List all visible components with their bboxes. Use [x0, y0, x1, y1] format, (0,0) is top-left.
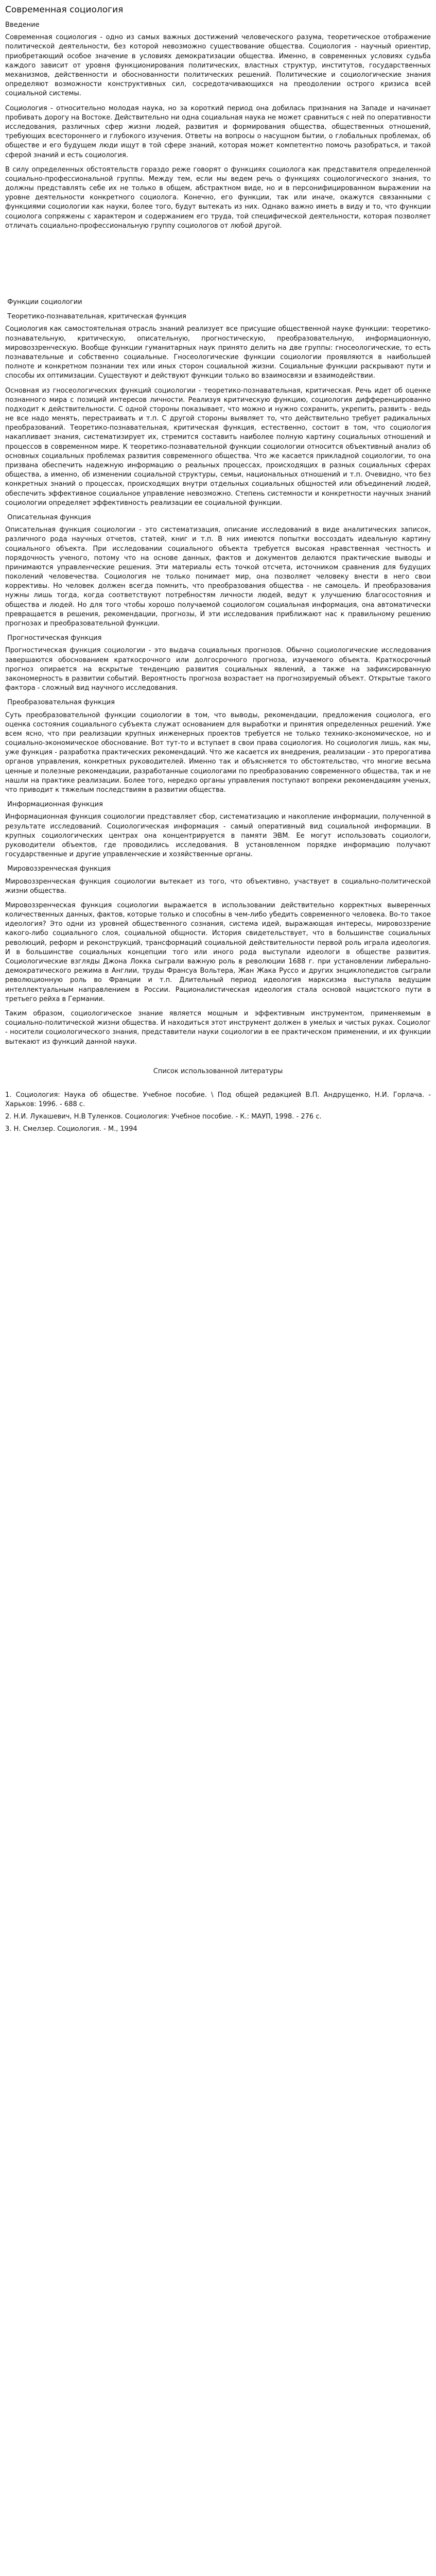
sections-container: [5, 298, 431, 1047]
section-heading: Преобразовательная функция: [5, 699, 115, 707]
section-heading: Функции социологии: [5, 298, 82, 307]
section-heading: Мировоззренческая функция: [5, 865, 111, 873]
references-list: [5, 1091, 431, 1134]
intro-paragraph: Социология - относительно молодая наука, но за короткий период она добилась признания на Западе и начинает пробивать дорогу на Востоке. Действительно ни одна социальная наука не может сравниться с ней по оперативности исследования, различных сфер жизни людей, развития и формирования общества, общественных отношений, требующих всестороннего и глубокого изучения. Ответы на вопросы о насущном бытии, о глобальных проблемах, об обществе и его будущем люди ищут в той сфере знаний, которая может компетентно помочь разобраться, и такой сферой знаний и есть социология.: [5, 104, 431, 159]
reference-item: 1. Социология: Наука об обществе. Учебное пособие. \ Под общей редакцией В.П. Андрущенко, Н.И. Горлача. - Харьков: 1996. - 688 с.: [5, 1091, 431, 1108]
section-paragraph: Основная из гносеологических функций социологии - теоретико-познавательная, критическая. Речь идет об оценке познанного мира с позиций интересов личности. Реализуя критическую функцию, социология дифференцированно подходит к действительности. С одной стороны показывает, что можно и нужно сохранить, укрепить, развить - ведь не все надо менять, перестраивать и т.п. С другой стороны выявляет то, что действительно требует радикальных преобразований. Теоретико-познавательная, критическая функция, естественно, состоит в том, что социология накапливает знания, систематизирует их, стремится составить наиболее полную картину социальных отношений и процессов в современном мире. К теоретико-познавательной функции социологии относится объективный анализ об основных социальных проблемах развития современного общества. Что же касается прикладной социологии, то она призвана обеспечить надежную информацию о реальных процессах, происходящих в разных социальных сферах общества, а именно, об изменении социальной структуры, семьи, национальных отношений и т.п. Очевидно, что без конкретных знаний о процессах, происходящих внутри отдельных социальных общностей или объединений людей, обеспечить эффективное социальное управление невозможно. Степень системности и конкретности научных знаний социологии определяет эффективность реализации ее социальной функции.: [5, 386, 431, 507]
section-paragraph: Мировоззренческая функция социологии выражается в использовании действительно корректных выверенных количественных данных, фактов, которые только и способны в чем-либо убедить современного человека. Во-то такое идеология? Это одни из уровней общественного сознания, система идей, выражающая интересы, мировоззрение какого-либо социального слоя, социальной общности. История свидетельствует, что в большинстве социальных революций, реформ и реконструкций, трансформаций социальной действительности первой роль играла идеология. И в большинстве социальных концепции того или иного рода выступали идеологи в обществе развития. Социологические взгляды Джона Локка сыграли важную роль в революции 1688 г. при установлении либерально-демократического режима в Англии, труды Франсуа Вольтера, Жан Жака Руссо и других энциклопедистов сыграли революционную роль во Франции и т.п. Длительный период идеология марксизма выступала ведущим интеллектуальным направлением в России. Рационалистическая идеология стала основой нацистского пути в третьего рейха в Германии.: [5, 901, 431, 1003]
section-paragraph: Социология как самостоятельная отрасль знаний реализует все присущие общественной науке функции: теоретико-познавательную, критическую, описательную, прогностическую, преобразовательную, информационную, мировоззренческую. Вообще функции гуманитарных наук принято делить на две группы: гносеологические, то есть познавательные и собственно социальные. Гносеологические функции социологии проявляются в наибольшей полноте и конкретном познании тех или иных сторон социальной жизни. Социальные функции раскрывают пути и способы их оптимизации. Существуют и действуют функции только во взаимосвязи и взаимодействии.: [5, 325, 431, 380]
section-paragraph: Мировоззренческая функция социологии вытекает из того, что объективно, участвует в социально-политической жизни общества.: [5, 877, 431, 895]
document-page: [0, 0, 436, 1147]
section-paragraph: Таким образом, социологическое знание является мощным и эффективным инструментом, применяемым в социально-политической жизни общества. И находиться этот инструмент должен в умелых и чистых руках. Социолог - носители социологического знания, представители науки социологии в ее практическом применении, и их функции вытекают из функций данной науки.: [5, 1009, 431, 1046]
intro-heading: Введение: [5, 21, 40, 29]
section-heading: Прогностическая функция: [5, 634, 102, 642]
reference-item: 2. Н.И. Лукашевич, Н.В Туленков. Социология: Учебное пособие. - К.: МАУП, 1998. - 276 с.: [5, 1113, 322, 1121]
section-heading: Информационная функция: [5, 801, 103, 809]
section-heading: Описательная функция: [5, 513, 91, 521]
document-title: Современная социология: [5, 5, 124, 15]
intro-paragraph: Современная социология - одно из самых важных достижений человеческого разума, теоретическое отображение политической деятельности, без которой невозможно существование общества. Социология - научный ориентир, приобретающий особое значение в условиях демократизации общества. Именно, в современных условиях судьба каждого зависит от уровня функционирования политических, властных структур, институтов, государственных механизмов, действенности и обоснованности политических решений. Политические и социологические знания определяют возможности конструктивных сил, сосредотачивающихся на преодолении острого кризиса всей социальной системы.: [5, 33, 431, 98]
section-paragraph: Информационная функция социологии представляет сбор, систематизацию и накопление информации, полученной в результате исследований. Социологическая информация - самый оперативный вид социальной информации. В крупных социологических центрах она концентрируется в памяти ЭВМ. Ее могут использовать социологи, руководители объектов, где проводились исследования. В установленном порядке информацию получают государственные и другие управленческие и хозяйственные органы.: [5, 813, 431, 859]
section-paragraph: Прогностическая функция социологии - это выдача социальных прогнозов. Обычно социологические исследования завершаются обоснованием краткосрочного или долгосрочного прогноза, изучаемого объекта. Краткосрочный прогноз опирается на вскрытые тенденцию развития социальных явлений, а также на зафиксированную закономерность в развитии событий. Вероятность прогноза возрастает на прогнозируемый объект. Открытые такого фактора - сложный вид научного исследования.: [5, 647, 431, 692]
intro-section: [5, 33, 431, 231]
intro-paragraph: В силу определенных обстоятельств гораздо реже говорят о функциях социолога как представителя определенной социально-профессиональной группы. Между тем, если мы ведем речь о функциях социологического знания, то должны представлять себе их не только в общем, абстрактном виде, но и в персонифицированном выражении на уровне деятельности конкретного социолога. Конечно, его функции, так или иначе, окажутся связанными с функциями социологии как науки, более того, будут вытекать из них. Однако важно иметь в виду и то, что функции социолога сопряжены с характером и содержанием его труда, той специфической деятельности, которая позволяет отличать социально-профессиональную группу социологов от любой другой.: [5, 165, 431, 230]
section-heading: Теоретико-познавательная, критическая функция: [5, 313, 186, 321]
section-paragraph: Суть преобразовательной функции социологии в том, что выводы, рекомендации, предложения социолога, его оценка состояния социального субъекта служат основанием для выработки и принятия определенных решений. Уже всем ясно, что при реализации крупных инженерных проектов требуется не только технико-экономическое, но и социально-экономическое обоснование. Вот тут-то и вступает в свои права социология. Но социология лишь, как мы, уже функция - разработка практических рекомендаций. Что же касается их внедрения, реализации - это прерогатива органов управления, конкретных руководителей. Именно так и объясняется то обстоятельство, что многие весьма ценные и полезные рекомендации, разработанные социологами по преобразованию современного общества, так и не нашли на практике реализации. Более того, нередко органы управления поступают вопреки рекомендациям ученых, что приводит к тяжелым последствиям в развитии общества.: [5, 711, 431, 794]
reference-item: 3. Н. Смелзер. Социология. - М., 1994: [5, 1125, 137, 1133]
blank-spacer: [5, 236, 431, 293]
references-title: Список использованной литературы: [153, 1067, 283, 1075]
section-paragraph: Описательная функция социологии - это систематизация, описание исследований в виде аналитических записок, различного рода научных отчетов, статей, книг и т.п. В них имеются попытки воссоздать идеальную картину социального объекта. При исследовании социального объекта требуется высокая нравственная честность и порядочность ученого, потому что на основе данных, фактов и документов делаются практические выводы и принимаются управленческие решения. Эти материалы есть точкой отсчета, источником сравнения для будущих поколений человечества. Социология не только понимает мир, она позволяет человеку внести в него свои коррективы. Но человек должен всегда помнить, что преобразования общества - не самоцель. И преобразования нужны лишь тогда, когда соответствуют потребностям личности людей, ведут к улучшению благосостояния и общества и людей. Но для того чтобы хорошо получаемой социологом социальная информация, она автоматически превращается в решения, рекомендации, прогнозы, И эти исследования приближают нас к правильному решению прогнозах и преобразовательной функции.: [5, 526, 431, 628]
